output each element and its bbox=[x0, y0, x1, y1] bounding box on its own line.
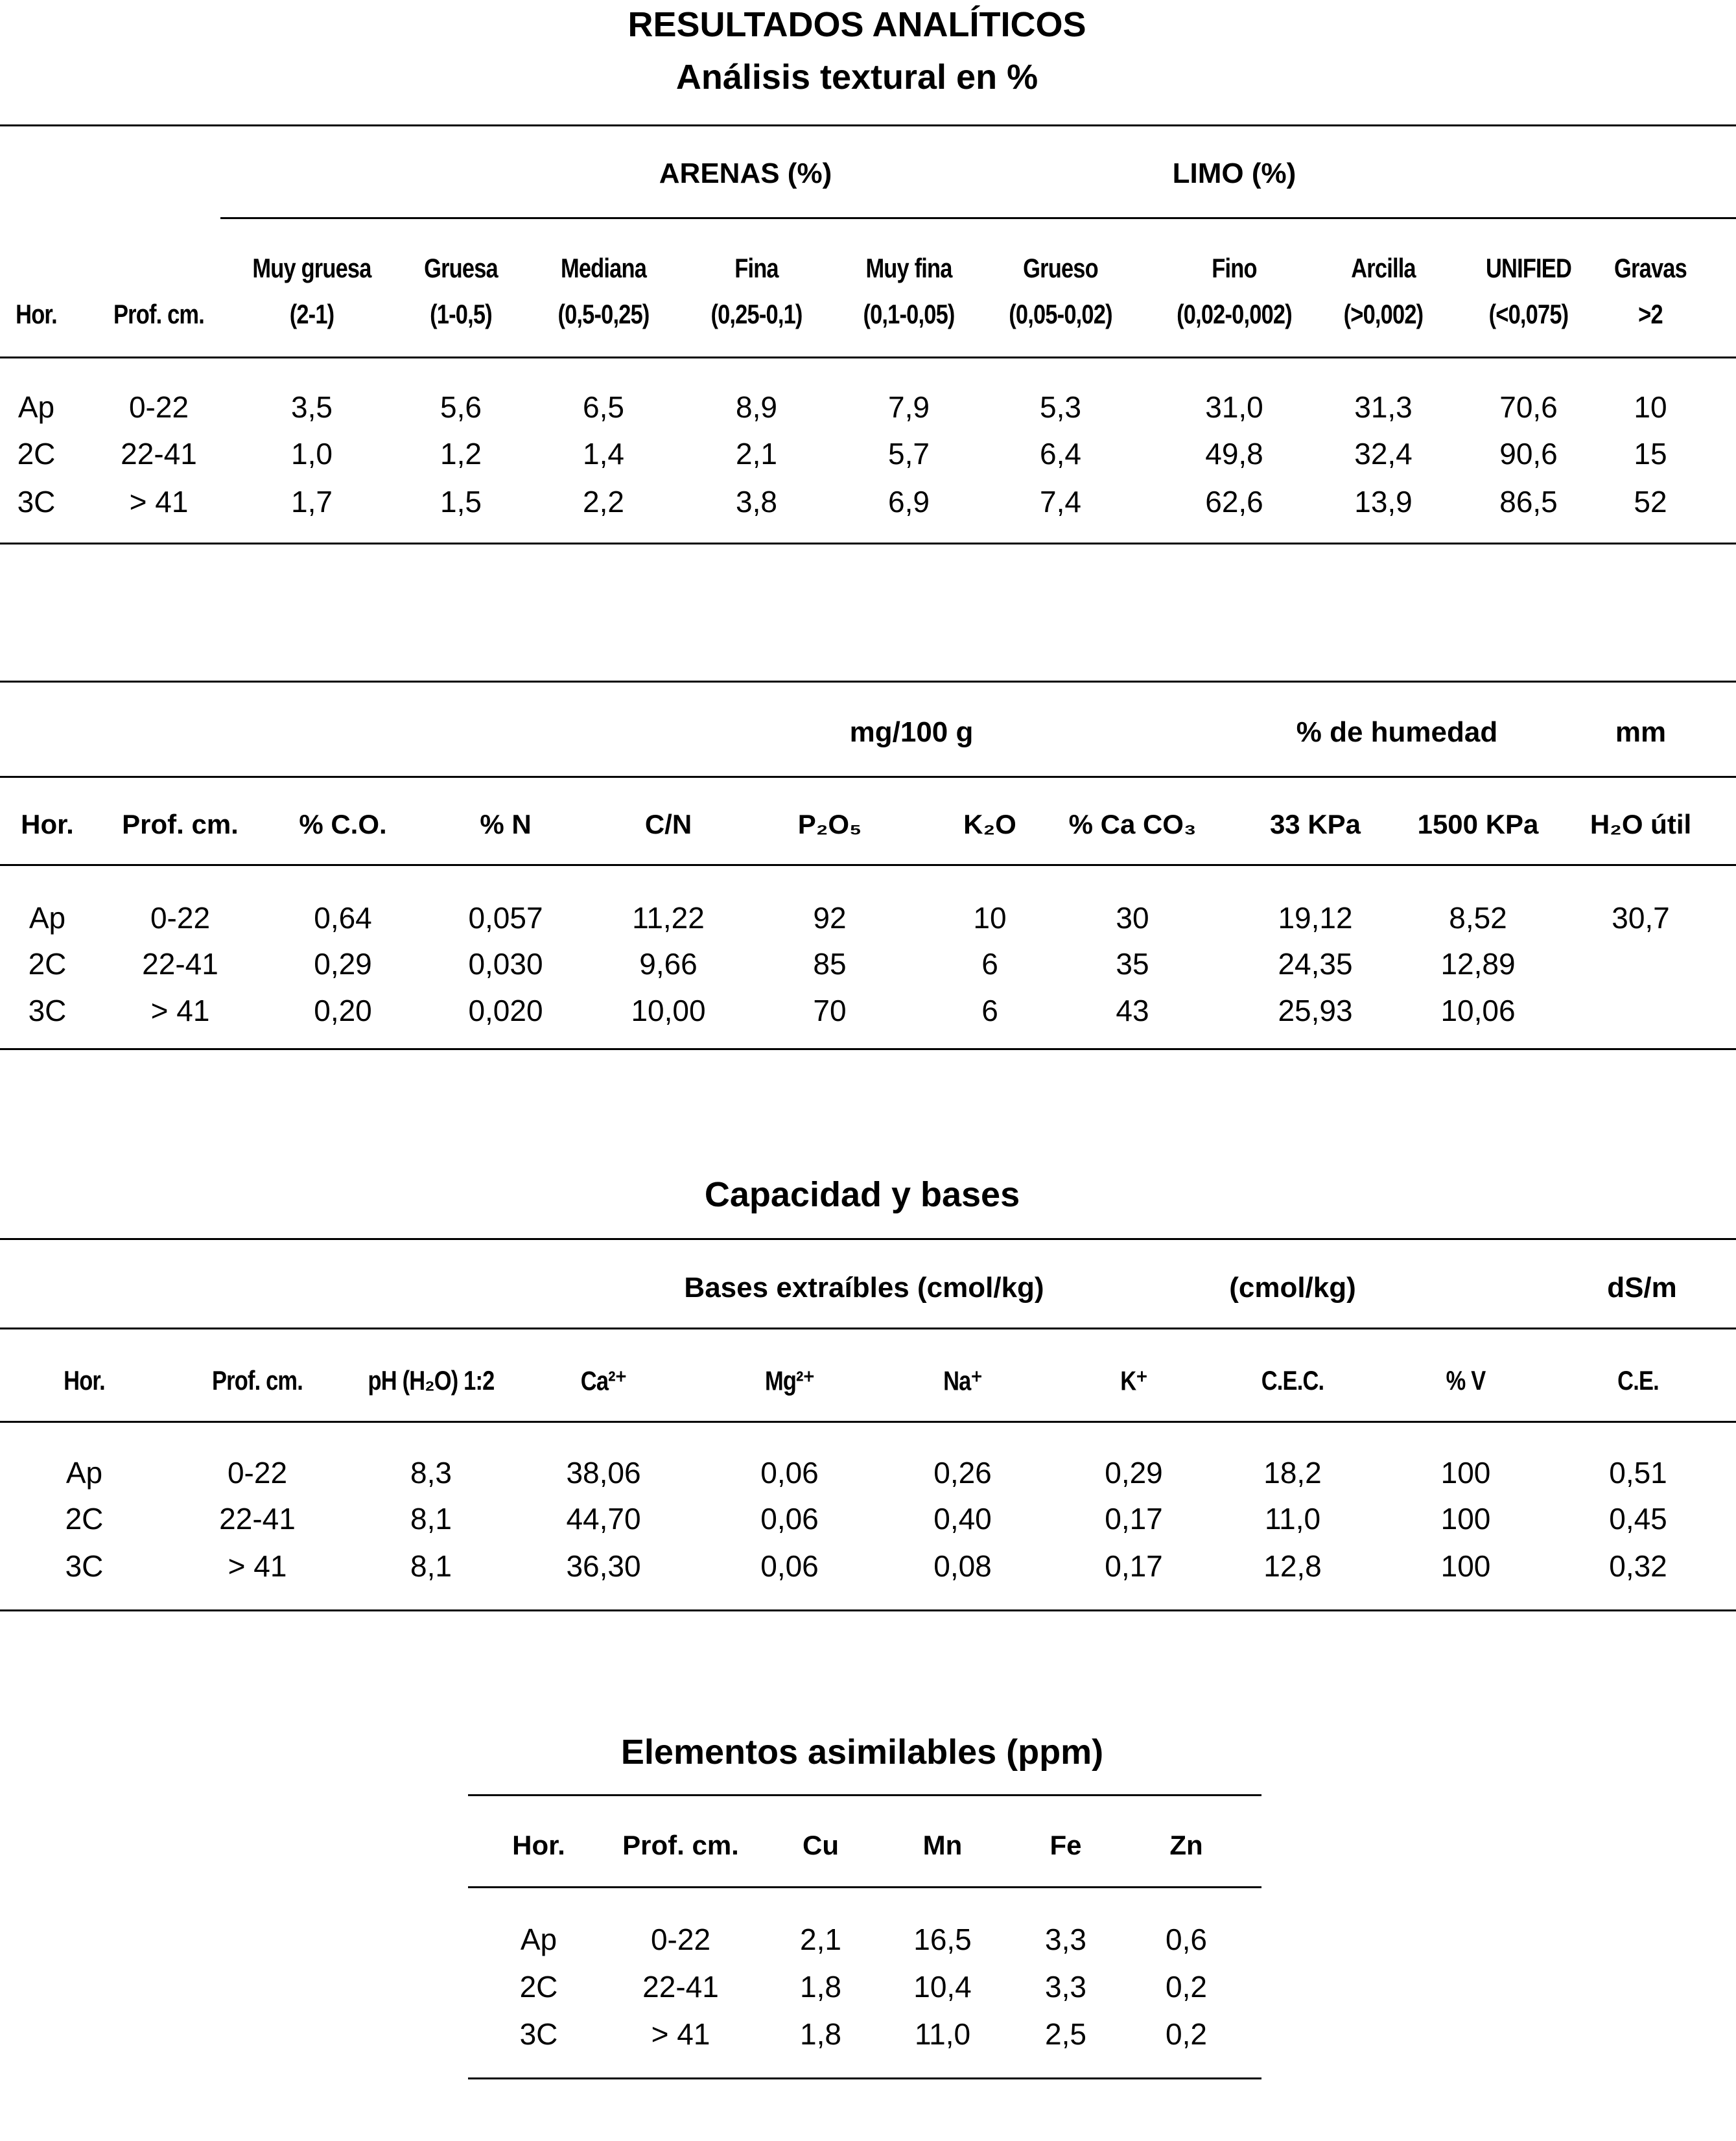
table-cell: 2C bbox=[65, 1502, 104, 1536]
column-header: Mn bbox=[922, 1830, 963, 1860]
table-cell: 22-41 bbox=[142, 947, 218, 981]
column-header: Hor. bbox=[21, 809, 74, 839]
table-cell: 36,30 bbox=[566, 1549, 641, 1583]
table-cell: 100 bbox=[1440, 1502, 1491, 1536]
column-header: (2-1) bbox=[289, 299, 334, 329]
table-cell: 10,00 bbox=[631, 994, 706, 1027]
table-cell: 3C bbox=[519, 2017, 558, 2051]
table-cell: 8,52 bbox=[1449, 901, 1507, 935]
column-header: Prof. cm. bbox=[622, 1830, 739, 1860]
table-cell: 11,0 bbox=[914, 2017, 971, 2051]
table-cell: 22-41 bbox=[642, 1970, 719, 2004]
table-rule bbox=[0, 357, 1736, 358]
table-cell: 25,93 bbox=[1278, 994, 1353, 1027]
column-header: Prof. cm. bbox=[212, 1365, 303, 1396]
table-cell: 0,29 bbox=[314, 947, 372, 981]
table-cell: 90,6 bbox=[1499, 437, 1558, 471]
column-header: (0,05-0,02) bbox=[1009, 299, 1112, 329]
table-cell: 9,66 bbox=[639, 947, 698, 981]
column-header: UNIFIED bbox=[1485, 253, 1572, 283]
table-cell: 15 bbox=[1634, 437, 1667, 471]
table-cell: Ap bbox=[29, 901, 66, 935]
group-header-humedad: % de humedad bbox=[1296, 716, 1498, 748]
table-cell: 0,2 bbox=[1166, 2017, 1207, 2051]
column-header: (<0,075) bbox=[1488, 299, 1569, 329]
table-cell: 0,64 bbox=[314, 901, 372, 935]
table-cell: Ap bbox=[18, 390, 55, 424]
table-cell: 0,020 bbox=[468, 994, 543, 1027]
column-header: (>0,002) bbox=[1343, 299, 1424, 329]
table-cell: 6 bbox=[981, 947, 998, 981]
table-cell: 0,32 bbox=[1609, 1549, 1667, 1583]
table-cell: 8,3 bbox=[410, 1456, 452, 1490]
column-header: 1500 KPa bbox=[1417, 809, 1539, 839]
column-header: Hor. bbox=[16, 299, 57, 329]
table-cell: 3C bbox=[17, 485, 56, 519]
table-cell: 1,2 bbox=[440, 437, 482, 471]
table-cell: 5,7 bbox=[888, 437, 930, 471]
table-cell: 30,7 bbox=[1612, 901, 1670, 935]
table-cell: 2,1 bbox=[736, 437, 777, 471]
table-cell: 30 bbox=[1116, 901, 1149, 935]
table-cell: 1,0 bbox=[291, 437, 333, 471]
table-rule bbox=[0, 1048, 1736, 1050]
table-rule bbox=[468, 2077, 1261, 2079]
table-cell: 6,5 bbox=[583, 390, 624, 424]
table-cell: > 41 bbox=[651, 2017, 710, 2051]
table-cell: 12,8 bbox=[1263, 1549, 1322, 1583]
table-cell: 0,40 bbox=[933, 1502, 992, 1536]
table-cell: 52 bbox=[1634, 485, 1667, 519]
table-rule bbox=[0, 864, 1736, 866]
table-cell: 86,5 bbox=[1499, 485, 1558, 519]
table-cell: > 41 bbox=[150, 994, 210, 1027]
table-cell: 1,8 bbox=[800, 1970, 841, 2004]
column-header: >2 bbox=[1638, 299, 1663, 329]
table-cell: 0,057 bbox=[468, 901, 543, 935]
column-header: P₂O₅ bbox=[797, 809, 862, 839]
table-cell: 10,4 bbox=[913, 1970, 972, 2004]
table-cell: 18,2 bbox=[1263, 1456, 1322, 1490]
column-header: C/N bbox=[644, 809, 692, 839]
table-rule bbox=[0, 1421, 1736, 1423]
table-cell: 2,5 bbox=[1045, 2017, 1086, 2051]
table-cell: 0,08 bbox=[933, 1549, 992, 1583]
table-cell: 3,8 bbox=[736, 485, 777, 519]
column-header: Prof. cm. bbox=[113, 299, 204, 329]
table-cell: 2,1 bbox=[800, 1923, 841, 1956]
table-rule bbox=[0, 1609, 1736, 1611]
column-header: C.E. bbox=[1617, 1365, 1659, 1396]
table-cell: 22-41 bbox=[121, 437, 197, 471]
group-header-arenas: ARENAS (%) bbox=[659, 158, 832, 189]
column-header: Ca²⁺ bbox=[580, 1365, 627, 1396]
table-rule bbox=[0, 681, 1736, 683]
table-cell: 13,9 bbox=[1354, 485, 1413, 519]
table-cell: 70 bbox=[813, 994, 847, 1027]
table-cell: 3C bbox=[28, 994, 67, 1027]
column-header: H₂O útil bbox=[1589, 809, 1692, 839]
table-cell: 6 bbox=[981, 994, 998, 1027]
column-header: % C.O. bbox=[299, 809, 387, 839]
table-cell: 0,26 bbox=[933, 1456, 992, 1490]
column-header: Na⁺ bbox=[943, 1365, 982, 1396]
column-header: (0,25-0,1) bbox=[710, 299, 803, 329]
table-cell: 5,6 bbox=[440, 390, 482, 424]
column-header: (0,02-0,002) bbox=[1177, 299, 1292, 329]
table-rule bbox=[220, 217, 1736, 219]
table-cell: 2C bbox=[519, 1970, 558, 2004]
table-cell: > 41 bbox=[129, 485, 189, 519]
table-cell: 3,3 bbox=[1045, 1923, 1086, 1956]
table-cell: 62,6 bbox=[1205, 485, 1263, 519]
table-cell: 10,06 bbox=[1440, 994, 1516, 1027]
column-header: Prof. cm. bbox=[122, 809, 239, 839]
table-cell: 1,8 bbox=[800, 2017, 841, 2051]
table-cell: 1,4 bbox=[583, 437, 624, 471]
table-cell: 8,1 bbox=[410, 1549, 452, 1583]
table-cell: 0-22 bbox=[150, 901, 211, 935]
table-cell: Ap bbox=[65, 1456, 103, 1490]
table-cell: 12,89 bbox=[1440, 947, 1516, 981]
table-cell: 22-41 bbox=[219, 1502, 296, 1536]
table-cell: 100 bbox=[1440, 1456, 1491, 1490]
table-cell: 0,17 bbox=[1105, 1549, 1163, 1583]
table-cell: 6,9 bbox=[888, 485, 930, 519]
table-cell: 0-22 bbox=[227, 1456, 288, 1490]
group-header-mg100g: mg/100 g bbox=[849, 716, 974, 748]
column-header: Grueso bbox=[1023, 253, 1098, 283]
table-cell: 7,9 bbox=[888, 390, 930, 424]
table-cell: 70,6 bbox=[1499, 390, 1558, 424]
table-cell: 24,35 bbox=[1278, 947, 1353, 981]
table-cell: Ap bbox=[520, 1923, 557, 1956]
table-cell: 0,06 bbox=[760, 1456, 819, 1490]
table-cell: 38,06 bbox=[566, 1456, 641, 1490]
column-header: % Ca CO₃ bbox=[1068, 809, 1197, 839]
section-title-textural: Análisis textural en % bbox=[675, 58, 1038, 97]
column-header: Muy fina bbox=[865, 253, 952, 283]
table-cell: 32,4 bbox=[1354, 437, 1413, 471]
column-header: Hor. bbox=[512, 1830, 565, 1860]
column-header: (0,5-0,25) bbox=[557, 299, 650, 329]
table-cell: 44,70 bbox=[566, 1502, 641, 1536]
table-cell: 0-22 bbox=[650, 1923, 711, 1956]
column-header: pH (H₂O) 1:2 bbox=[368, 1365, 495, 1396]
table-cell: 8,9 bbox=[736, 390, 777, 424]
table-cell: 0-22 bbox=[128, 390, 189, 424]
table-cell: 35 bbox=[1116, 947, 1149, 981]
column-header: Fina bbox=[734, 253, 779, 283]
table-cell: 5,3 bbox=[1040, 390, 1081, 424]
table-cell: 10 bbox=[1634, 390, 1667, 424]
table-rule bbox=[0, 124, 1736, 126]
table-cell: 0,6 bbox=[1166, 1923, 1207, 1956]
table-rule bbox=[0, 1328, 1736, 1329]
table-cell: 43 bbox=[1116, 994, 1149, 1027]
table-cell: 0,06 bbox=[760, 1549, 819, 1583]
table-cell: 0,45 bbox=[1609, 1502, 1667, 1536]
column-header: K⁺ bbox=[1120, 1365, 1147, 1396]
table-rule bbox=[468, 1886, 1261, 1888]
section-title-elements: Elementos asimilables (ppm) bbox=[620, 1733, 1104, 1772]
table-cell: 2C bbox=[28, 947, 67, 981]
table-cell: 31,3 bbox=[1354, 390, 1413, 424]
table-cell: 49,8 bbox=[1205, 437, 1263, 471]
column-header: (1-0,5) bbox=[430, 299, 492, 329]
table-cell: 0,20 bbox=[314, 994, 372, 1027]
table-cell: 7,4 bbox=[1040, 485, 1081, 519]
table-cell: 100 bbox=[1440, 1549, 1491, 1583]
document-title: RESULTADOS ANALÍTICOS bbox=[628, 5, 1086, 44]
table-cell: > 41 bbox=[228, 1549, 287, 1583]
column-header: Fe bbox=[1050, 1830, 1082, 1860]
section-title-bases: Capacidad y bases bbox=[704, 1175, 1020, 1214]
column-header: (0,1-0,05) bbox=[863, 299, 955, 329]
table-cell: 0,17 bbox=[1105, 1502, 1163, 1536]
table-rule bbox=[0, 776, 1736, 778]
table-rule bbox=[468, 1794, 1261, 1796]
table-cell: 11,22 bbox=[632, 901, 705, 935]
column-header: C.E.C. bbox=[1261, 1365, 1324, 1396]
column-header: Mg²⁺ bbox=[764, 1365, 815, 1396]
table-cell: 10 bbox=[973, 901, 1007, 935]
table-cell: 19,12 bbox=[1278, 901, 1353, 935]
table-cell: 8,1 bbox=[410, 1502, 452, 1536]
table-cell: 2C bbox=[17, 437, 56, 471]
table-cell: 16,5 bbox=[913, 1923, 972, 1956]
column-header: K₂O bbox=[963, 809, 1016, 839]
table-cell: 0,06 bbox=[760, 1502, 819, 1536]
group-header-cmolkg: (cmol/kg) bbox=[1229, 1272, 1356, 1304]
group-header-limo: LIMO (%) bbox=[1172, 158, 1296, 189]
table-cell: 1,5 bbox=[440, 485, 482, 519]
table-cell: 31,0 bbox=[1205, 390, 1263, 424]
table-cell: 3C bbox=[65, 1549, 104, 1583]
table-cell: 0,51 bbox=[1609, 1456, 1667, 1490]
group-header-mm: mm bbox=[1615, 716, 1667, 748]
column-header: % N bbox=[480, 809, 532, 839]
table-cell: 2,2 bbox=[583, 485, 624, 519]
column-header: Arcilla bbox=[1351, 253, 1416, 283]
table-cell: 11,0 bbox=[1264, 1502, 1321, 1536]
group-header-bases-extraibles: Bases extraíbles (cmol/kg) bbox=[684, 1272, 1044, 1304]
column-header: 33 KPa bbox=[1269, 809, 1361, 839]
table-cell: 3,3 bbox=[1045, 1970, 1086, 2004]
table-cell: 3,5 bbox=[291, 390, 333, 424]
column-header: Gravas bbox=[1614, 253, 1687, 283]
column-header: % V bbox=[1446, 1365, 1486, 1396]
table-cell: 0,030 bbox=[468, 947, 543, 981]
table-cell: 1,7 bbox=[291, 485, 333, 519]
column-header: Gruesa bbox=[424, 253, 498, 283]
table-rule bbox=[0, 543, 1736, 544]
column-header: Fino bbox=[1212, 253, 1257, 283]
table-cell: 85 bbox=[813, 947, 847, 981]
table-cell: 92 bbox=[813, 901, 847, 935]
column-header: Hor. bbox=[64, 1365, 105, 1396]
table-cell: 0,2 bbox=[1166, 1970, 1207, 2004]
table-rule bbox=[0, 1238, 1736, 1240]
table-cell: 6,4 bbox=[1040, 437, 1081, 471]
column-header: Zn bbox=[1169, 1830, 1203, 1860]
column-header: Muy gruesa bbox=[252, 253, 371, 283]
column-header: Cu bbox=[803, 1830, 839, 1860]
table-cell: 0,29 bbox=[1105, 1456, 1163, 1490]
column-header: Mediana bbox=[560, 253, 647, 283]
group-header-dsm: dS/m bbox=[1607, 1272, 1677, 1304]
